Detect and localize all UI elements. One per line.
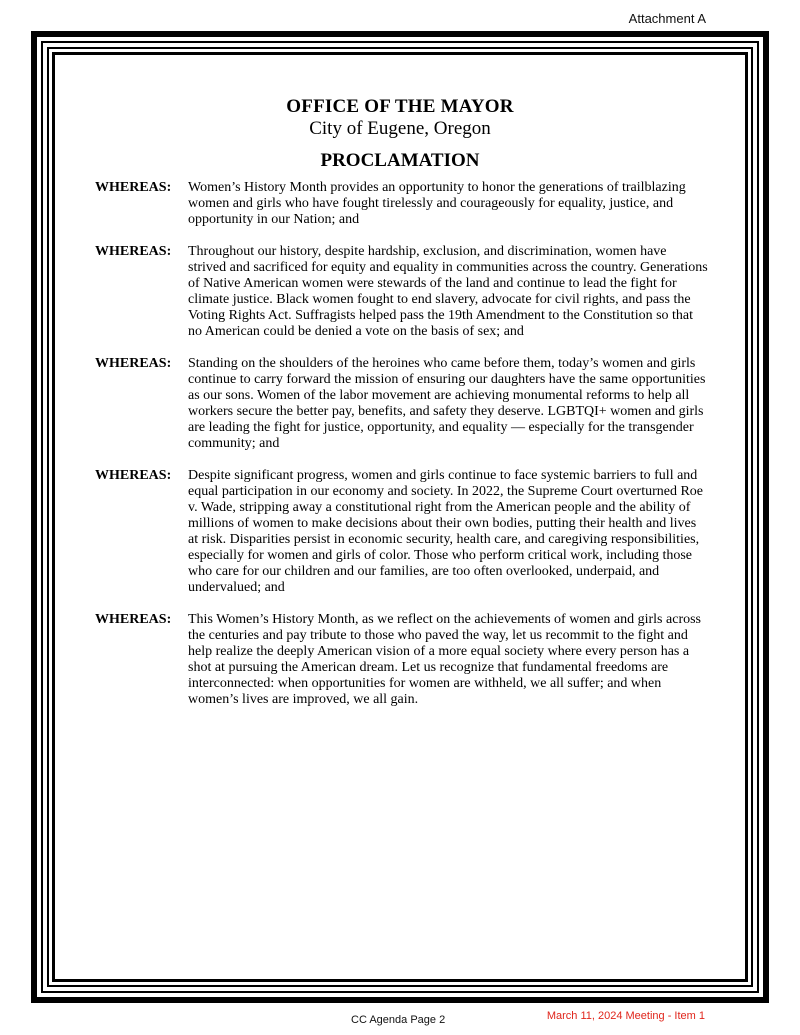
agenda-page-number: CC Agenda Page 2 (351, 1014, 446, 1026)
clause-text: Despite significant progress, women and girls continue to face systemic barriers to full and equal participation in our economy and society. In 2022, the Supreme Court overturned Roe v. Wade, stripping away a constitutional right from the American people and the ability of millions of women to make decisions about their own bodies, putting their health and lives at risk. Disparities persist in economic security, health care, and caregiving responsibilities, especially for women and girls of color. Those who perform critical work, including those who care for our children and our families, are too often overlooked, underpaid, and undervalued; and (188, 468, 704, 595)
clause-text: Standing on the shoulders of the heroines who came before them, today’s women and girls continue to carry forward the mission of ensuring our daughters have the same opportunities as our sons. Women of the labor movement are achieving monumental reforms to help all workers secure the better pay, benefits, and safety they deserve. LGBTQI+ women and girls are leading the fight for justice, opportunity, and equality — especially for the transgender community; and (188, 356, 706, 451)
office-heading: OFFICE OF THE MAYOR (286, 96, 514, 117)
attachment-label: Attachment A (628, 11, 706, 26)
clause-text: This Women’s History Month, as we reflect on the achievements of women and girls across the centuries and pay tribute to those who paved the way, let us recommit to the fight and help realize the deeply American vision of a more equal society where every person has a shot at pursuing the American dream. Let us recognize that fundamental freedoms are interconnected: when opportunities for women are withheld, we all suffer; and when women’s lives are improved, we all gain. (188, 612, 701, 707)
clause-label: WHEREAS: (95, 468, 172, 483)
whereas-clause (95, 244, 715, 340)
clause-label: WHEREAS: (95, 356, 172, 371)
city-subheading: City of Eugene, Oregon (309, 118, 491, 139)
clause-label: WHEREAS: (95, 180, 172, 195)
proclamation-title: PROCLAMATION (320, 150, 480, 171)
meeting-item-label: March 11, 2024 Meeting - Item 1 (546, 1010, 705, 1022)
whereas-clauses (95, 180, 715, 708)
proclamation-body (95, 96, 715, 724)
clause-text: Throughout our history, despite hardship, exclusion, and discrimination, women have strived and sacrificed for equity and equality in communities across the country. Generations of Native American women were stewards of the land and continue to lead the fight for climate justice. Black women fought to end slavery, advocate for civil rights, and pass the Voting Rights Act. Suffragists helped pass the 19th Amendment to the Constitution so that no American could be denied a vote on the basis of sex; and (188, 244, 708, 339)
whereas-clause (95, 180, 715, 228)
whereas-clause (95, 612, 715, 708)
whereas-clause (95, 356, 715, 452)
clause-label: WHEREAS: (95, 244, 172, 259)
whereas-clause (95, 468, 715, 596)
clause-label: WHEREAS: (95, 612, 172, 627)
clause-text: Women’s History Month provides an opportunity to honor the generations of trailblazing women and girls who have fought tirelessly and courageously for equality, justice, and opportunity in our Nation; and (188, 180, 686, 227)
